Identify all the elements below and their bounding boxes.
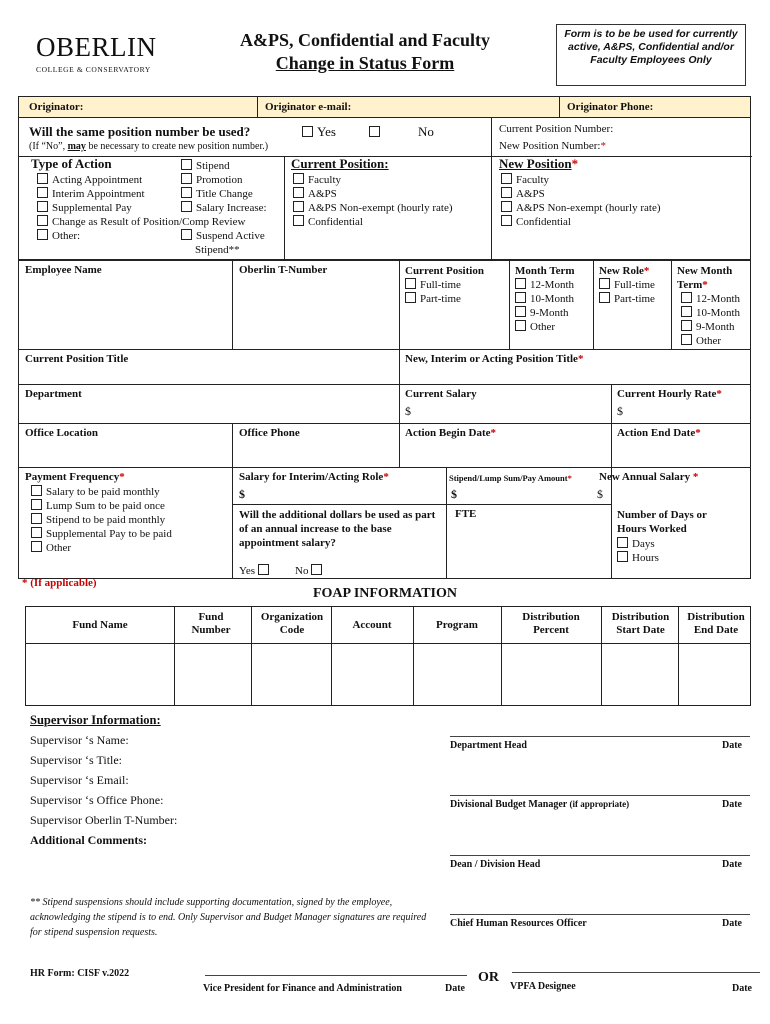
sig-vpfa-designee: VPFA Designee (510, 981, 576, 992)
action-supplemental[interactable]: Supplemental Pay (37, 201, 245, 215)
supervisor-info (30, 710, 177, 850)
form-id: HR Form: CISF v.2022 (30, 968, 130, 979)
new-month-term-label: New Month (677, 265, 733, 277)
action-suspend-stipend-2: Stipend** (195, 244, 240, 256)
action-title-change[interactable]: Title Change (181, 187, 267, 201)
type-of-action-title: Type of Action (31, 156, 112, 171)
action-acting[interactable]: Acting Appointment (37, 173, 245, 187)
supervisor-email: Supervisor ‘s Email: (30, 773, 129, 787)
end-date-label: Action End Date* (617, 427, 701, 439)
originator-phone-label: Originator Phone: (567, 101, 654, 113)
employee-name-label: Employee Name (25, 264, 102, 276)
department-row (18, 384, 751, 424)
sig-vp: Vice President for Finance and Administration (203, 983, 402, 994)
title-line2: Change in Status Form (275, 53, 455, 73)
additional-no[interactable]: No (295, 564, 326, 577)
np-aps-nonexempt[interactable]: A&PS Non-exempt (hourly rate) (501, 201, 661, 215)
interim-salary-label: Salary for Interim/Acting Role* (239, 471, 389, 483)
new-annual-dollar: $ (597, 487, 603, 501)
current-salary-dollar: $ (405, 404, 411, 418)
nmt-other[interactable]: Other (677, 334, 740, 348)
cp-parttime[interactable]: Part-time (405, 292, 484, 306)
foap-col-dist-end: Distribution End Date (687, 611, 745, 636)
current-position-options (293, 173, 453, 229)
interim-salary-dollar: $ (239, 487, 245, 501)
sig-dean: Dean / Division Head (450, 859, 541, 870)
np-faculty[interactable]: Faculty (501, 173, 661, 187)
usage-notice-text: Form is to be be used for currently active, A&PS, Confidential and/or Faculty Employees Only (564, 28, 738, 66)
supervisor-tnumber: Supervisor Oberlin T-Number: (30, 813, 178, 827)
mt-9[interactable]: 9-Month (515, 306, 575, 320)
or-label: OR (478, 970, 499, 985)
no-label: No (418, 124, 434, 139)
employee-row (18, 260, 751, 350)
foap-table (25, 606, 751, 706)
payment-frequency-label: Payment Frequency* (25, 471, 125, 483)
title-line1: A&PS, Confidential and Faculty (239, 30, 491, 50)
days-hours-options (617, 537, 659, 565)
logo-sub: COLLEGE & CONSERVATORY (36, 65, 151, 74)
originator-bar (18, 96, 751, 118)
foap-col-account: Account (352, 619, 392, 631)
np-confidential[interactable]: Confidential (501, 215, 661, 229)
action-interim[interactable]: Interim Appointment (37, 187, 245, 201)
additional-yes[interactable]: Yes (239, 564, 273, 577)
action-salary-increase[interactable]: Salary Increase: (181, 201, 267, 215)
hourly-rate-label: Current Hourly Rate* (617, 388, 722, 400)
sig-vpfa-date: Date (732, 983, 752, 994)
foap-title: FOAP INFORMATION (312, 586, 457, 601)
yes-label: Yes (317, 124, 336, 139)
action-suspend-stipend[interactable]: Suspend Active (181, 229, 267, 243)
nr-fulltime[interactable]: Full-time (599, 278, 655, 292)
sig-dean-date: Date (722, 859, 742, 870)
cp-fulltime[interactable]: Full-time (405, 278, 484, 292)
action-other[interactable]: Other: (37, 229, 245, 243)
pf-stipend-monthly[interactable]: Stipend to be paid monthly (31, 513, 172, 527)
position-note: (If “No”, may be necessary to create new position number.) (29, 141, 269, 152)
office-row (18, 423, 751, 468)
office-location-label: Office Location (25, 427, 99, 439)
no-option[interactable] (369, 124, 434, 140)
originator-email-label: Originator e-mail: (265, 101, 352, 113)
hourly-rate-dollar: $ (617, 404, 623, 418)
department-label: Department (25, 388, 82, 400)
begin-date-label: Action Begin Date* (405, 427, 497, 439)
mt-12[interactable]: 12-Month (515, 278, 575, 292)
sig-dept-head: Department Head (450, 740, 527, 751)
days-option[interactable]: Days (617, 537, 659, 551)
new-position-title-label: New, Interim or Acting Position Title* (405, 353, 584, 365)
sig-chro-date: Date (722, 918, 742, 929)
cp-confidential[interactable]: Confidential (293, 215, 453, 229)
fte-label: FTE (455, 508, 477, 520)
month-term-label: Month Term (515, 265, 575, 277)
nmt-9[interactable]: 9-Month (677, 320, 740, 334)
additional-comments: Additional Comments: (30, 833, 148, 847)
logo-main: OBERLIN (36, 32, 157, 62)
sig-vp-date: Date (445, 983, 465, 994)
cp-aps-nonexempt[interactable]: A&PS Non-exempt (hourly rate) (293, 201, 453, 215)
pf-lump-sum[interactable]: Lump Sum to be paid once (31, 499, 172, 513)
month-term (515, 264, 575, 334)
sig-chro: Chief Human Resources Officer (450, 918, 587, 929)
if-applicable-note: * (If applicable) (22, 577, 97, 589)
pf-salary-monthly[interactable]: Salary to be paid monthly (31, 485, 172, 499)
tnumber-label: Oberlin T-Number (239, 264, 328, 276)
supervisor-name: Supervisor ‘s Name: (30, 733, 129, 747)
position-title-row (18, 349, 751, 385)
current-salary-label: Current Salary (405, 388, 477, 400)
foap-col-dist-start: Distribution Start Date (611, 611, 670, 636)
new-role: New Role* Full-time Part-time (599, 265, 655, 305)
stipend-footnote: ** Stipend suspensions should include supporting documentation, signed by the employee, acknowledging the stipend is to end. Only Supervisor and Budget Manager signatures are required for stipend suspension requests. (30, 897, 427, 938)
current-position-title: Current Position: (291, 156, 389, 171)
foap-col-fund-number: Fund Number (191, 611, 231, 636)
supervisor-title: Supervisor Information: (30, 713, 161, 727)
supervisor-phone: Supervisor ‘s Office Phone: (30, 793, 164, 807)
mt-other[interactable]: Other (515, 320, 575, 334)
days-worked-label: Number of Days or Hours Worked (617, 509, 707, 535)
new-annual-salary-label: New Annual Salary * (599, 471, 699, 483)
oberlin-logo (36, 32, 176, 74)
sig-dept-head-date: Date (722, 740, 742, 751)
np-aps[interactable]: A&PS (501, 187, 661, 201)
usage-notice (556, 24, 746, 86)
action-promotion[interactable]: Promotion (181, 173, 267, 187)
cp-faculty[interactable]: Faculty (293, 173, 453, 187)
action-change-review[interactable]: Change as Result of Position/Comp Review (37, 215, 245, 229)
cp-aps[interactable]: A&PS (293, 187, 453, 201)
yes-checkbox[interactable] (302, 126, 313, 137)
new-position-title: New Position* (499, 156, 579, 171)
current-position-ft-pt (405, 264, 484, 306)
stipend-amount-label: Stipend/Lump Sum/Pay Amount* (449, 473, 572, 483)
nmt-10[interactable]: 10-Month (677, 306, 740, 320)
payment-options (31, 485, 172, 555)
nmt-12[interactable]: 12-Month (677, 292, 740, 306)
supervisor-job-title: Supervisor ‘s Title: (30, 753, 123, 767)
foap-col-program: Program (436, 619, 478, 631)
payment-row (18, 467, 751, 579)
no-checkbox[interactable] (369, 126, 380, 137)
current-position-number-label: Current Position Number: (499, 123, 614, 135)
new-month-term: New Month Term* 12-Month 10-Month 9-Month Other (677, 265, 740, 347)
stipend-amount-dollar: $ (451, 487, 457, 501)
pf-other[interactable]: Other (31, 541, 172, 555)
nr-parttime[interactable]: Part-time (599, 292, 655, 306)
position-block (18, 118, 751, 260)
additional-dollars-question: Will the additional dollars be used as part of an annual increase to the base appointment salary? (239, 509, 436, 549)
sig-budget-manager: Divisional Budget Manager (if appropriate) (450, 799, 630, 810)
current-position-label: Current Position (405, 265, 484, 277)
sig-budget-manager-date: Date (722, 799, 742, 810)
yes-option[interactable] (302, 124, 336, 140)
page-title (200, 30, 530, 74)
office-phone-label: Office Phone (239, 427, 300, 439)
new-position-number-label: New Position Number:* (499, 140, 606, 152)
action-stipend[interactable]: Stipend (181, 159, 267, 173)
mt-10[interactable]: 10-Month (515, 292, 575, 306)
foap-col-fund-name: Fund Name (72, 619, 128, 631)
pf-supplemental[interactable]: Supplemental Pay to be paid (31, 527, 172, 541)
hours-option[interactable]: Hours (617, 551, 659, 565)
new-role-label: New Role (599, 265, 644, 277)
foap-col-dist-percent: Distribution Percent (522, 611, 580, 636)
foap-col-org-code: Organization Code (260, 611, 324, 636)
new-position-options (501, 173, 661, 229)
same-position-question: Will the same position number be used? (29, 124, 251, 139)
originator-label: Originator: (29, 101, 84, 113)
action-col2 (181, 159, 267, 257)
current-position-title-label: Current Position Title (25, 353, 129, 365)
